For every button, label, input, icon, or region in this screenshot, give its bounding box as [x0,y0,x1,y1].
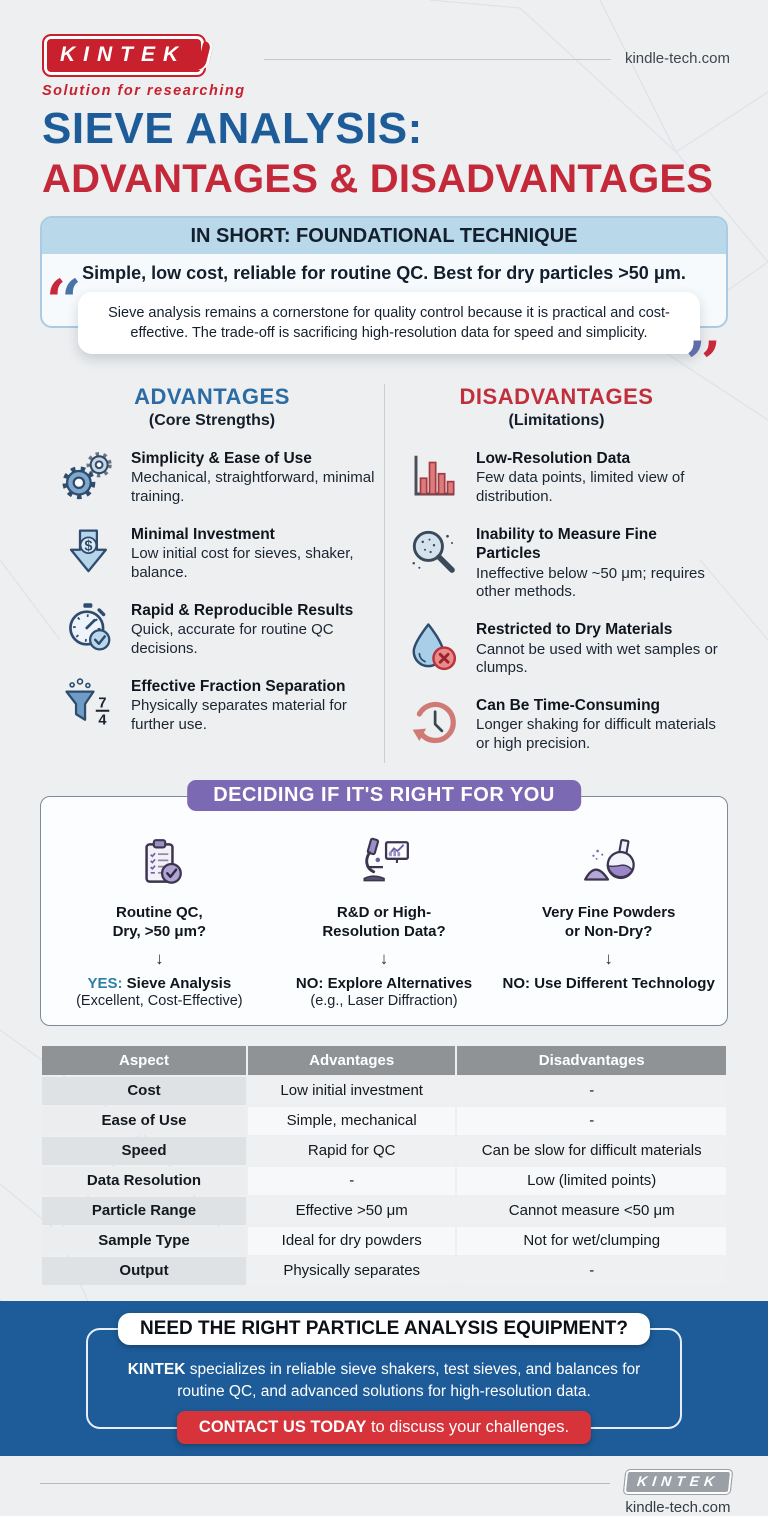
cta-banner [0,1301,768,1456]
cta-body: KINTEK specializes in reliable sieve shakers, test sieves, and balances for routine QC, and advanced solutions for high-resolution data. [127,1360,641,1400]
table-row [42,1227,726,1255]
close-quote-icon: ’’ [685,329,716,397]
table-row [42,1197,726,1225]
header [0,0,768,99]
clock-refresh-icon [407,696,461,750]
disadvantages-column [384,384,728,763]
footer-website-link[interactable]: kindle-tech.com [625,1498,731,1516]
cell-advantage: - [248,1167,455,1195]
cell-advantage: Low initial investment [248,1077,455,1105]
open-quote-icon: ‘‘ [46,267,77,335]
decision-answer: NO: Explore Alternatives [295,974,473,992]
quote-text: Sieve analysis remains a cornerstone for quality control because it is practical and cost-effective. The trade-off is sacrificing high-resolution data for speed and simplicity. [108,305,670,341]
down-arrow-icon: ↓ [604,948,613,968]
column-header-advantages: Advantages [248,1046,455,1075]
gears-icon [62,449,116,503]
header-divider-line [264,59,611,60]
cell-aspect: Sample Type [42,1227,246,1255]
website-link[interactable]: kindle-tech.com [624,50,730,67]
brand-block [42,34,246,99]
cell-disadvantage: Can be slow for difficult materials [457,1137,726,1165]
disadvantage-item [385,516,728,611]
bar-chart-icon [407,449,461,503]
magnifier-particles-icon [407,525,461,579]
advantage-item [40,668,384,744]
disadvantages-title: DISADVANTAGES [459,384,654,409]
cta-headline: NEED THE RIGHT PARTICLE ANALYSIS EQUIPMENT? [118,1313,650,1345]
cell-advantage: Physically separates [248,1257,455,1285]
cell-disadvantage: - [457,1107,726,1135]
svg-text:4: 4 [98,711,107,728]
cta-frame [86,1317,682,1436]
advantages-title: ADVANTAGES [134,384,290,409]
footer [0,1456,768,1516]
cell-aspect: Ease of Use [42,1107,246,1135]
disadvantage-desc: Ineffective below ~50 μm; requires other methods. [476,564,705,601]
disadvantage-title: Low-Resolution Data [476,450,631,467]
cell-advantage: Effective >50 μm [248,1197,455,1225]
decision-answer: NO: Use Different Technology [502,974,715,992]
table-row [42,1257,726,1285]
decision-question: R&D or High- Resolution Data? [322,903,446,941]
title-line-1: SIEVE ANALYSIS: [42,104,423,153]
advantage-desc: Physically separates material for further use. [131,697,347,733]
microscope-chart-icon [355,835,413,893]
down-arrow-icon: ↓ [155,948,164,968]
decision-section [40,783,728,1026]
cell-aspect: Output [42,1257,246,1285]
advantage-desc: Low initial cost for sieves, shaker, balance. [131,545,354,581]
disadvantage-desc: Few data points, limited view of distribution. [476,469,685,506]
advantage-title: Minimal Investment [131,525,275,543]
decision-note: (Excellent, Cost-Effective) [76,992,243,1009]
cell-advantage: Simple, mechanical [248,1107,455,1135]
kintek-footer-logo: KINTEK [623,1469,734,1495]
disadvantage-item [385,440,728,516]
advantage-item [40,440,384,516]
cell-advantage: Rapid for QC [248,1137,455,1165]
disadvantage-title: Inability to Measure Fine Particles [476,525,657,563]
page-title [42,104,768,201]
svg-text:7: 7 [98,695,107,711]
decision-question: Very Fine Powders or Non-Dry? [541,903,676,941]
table-row [42,1077,726,1105]
comparison-table [40,1044,728,1287]
funnel-fraction-icon [62,677,116,731]
advantage-item [40,592,384,668]
dollar-arrow-icon [62,525,116,579]
decision-column-rd-data [272,833,497,1009]
summary-text: Simple, low cost, reliable for routine QC. Best for dry particles >50 μm. [82,263,686,283]
decision-note: (e.g., Laser Diffraction) [310,992,458,1009]
pros-cons-section [40,384,728,763]
column-header-aspect: Aspect [42,1046,246,1075]
advantage-title: Rapid & Reproducible Results [131,601,354,619]
stopwatch-check-icon [62,601,116,655]
decision-answer: YES: Sieve Analysis [87,974,232,992]
cell-disadvantage: Cannot measure <50 μm [457,1197,726,1225]
advantage-title: Effective Fraction Separation [131,677,346,695]
flask-powder-icon [580,835,638,893]
footer-brand [624,1469,732,1516]
summary-header: IN SHORT: FOUNDATIONAL TECHNIQUE [42,218,726,254]
disadvantage-item [385,687,728,763]
disadvantage-title: Restricted to Dry Materials [476,621,673,639]
decision-column-routine-qc [47,833,272,1009]
cell-disadvantage: Low (limited points) [457,1167,726,1195]
table-row [42,1137,726,1165]
cell-disadvantage: - [457,1257,726,1285]
decision-question: Routine QC, Dry, >50 μm? [112,903,207,941]
table-header-row [42,1046,726,1075]
kintek-logo-text: KINTEK [60,43,187,66]
disadvantage-title: Can Be Time-Consuming [476,697,661,714]
advantages-subtitle: (Core Strengths) [148,412,276,429]
disadvantage-desc: Longer shaking for difficult materials or high precision. [476,716,716,753]
cell-aspect: Particle Range [42,1197,246,1225]
decision-header: DECIDING IF IT'S RIGHT FOR YOU [187,780,581,811]
advantage-desc: Quick, accurate for routine QC decisions. [131,621,334,657]
advantages-column [40,384,384,763]
clipboard-check-icon [130,835,188,893]
cell-advantage: Ideal for dry powders [248,1227,455,1255]
down-arrow-icon: ↓ [379,948,389,968]
brand-tagline: Solution for researching [42,83,246,99]
droplet-x-icon [407,620,461,674]
table-row [42,1167,726,1195]
decision-column-fine-powders [496,833,721,1009]
advantage-title: Simplicity & Ease of Use [131,450,312,467]
cell-aspect: Data Resolution [42,1167,246,1195]
disadvantage-desc: Cannot be used with wet samples or clumps. [476,640,718,677]
contact-us-button[interactable]: CONTACT US TODAY to discuss your challenges. [177,1411,591,1444]
cell-aspect: Speed [42,1137,246,1165]
cell-aspect: Cost [42,1077,246,1105]
column-header-disadvantages: Disadvantages [457,1046,726,1075]
cell-disadvantage: Not for wet/clumping [457,1227,726,1255]
svg-text:$: $ [84,538,93,555]
footer-divider-line [40,1483,610,1484]
advantage-desc: Mechanical, straightforward, minimal training. [131,469,375,506]
table-row [42,1107,726,1135]
cell-disadvantage: - [457,1077,726,1105]
title-line-2: ADVANTAGES & DISADVANTAGES [42,157,714,201]
advantage-item [40,516,384,592]
kintek-logo [42,34,206,77]
disadvantage-item [385,611,728,687]
disadvantages-subtitle: (Limitations) [508,412,605,429]
